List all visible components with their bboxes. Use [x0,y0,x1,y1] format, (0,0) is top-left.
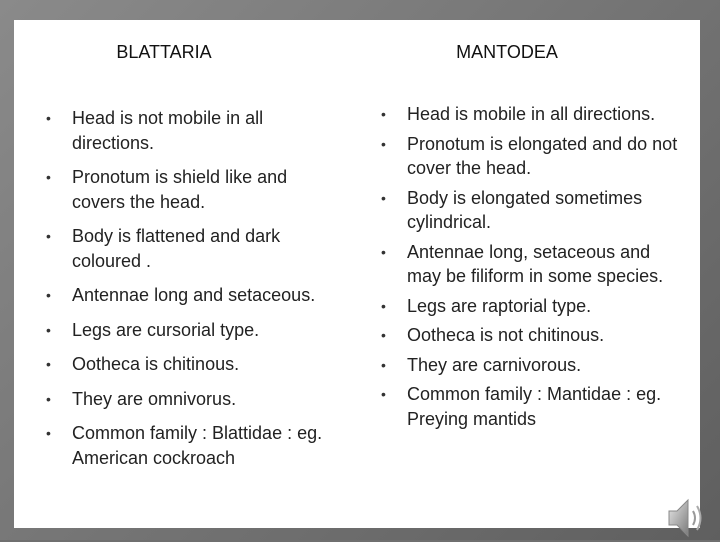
bullet-icon: • [381,327,386,343]
list-item-text: Ootheca is chitinous. [72,354,240,374]
list-item-text: Head is mobile in all directions. [407,104,656,124]
blattaria-list [34,106,344,480]
list-item [369,323,689,348]
bullet-icon: • [381,189,386,206]
list-item [34,283,344,308]
slide [14,20,700,528]
bullet-icon: • [46,287,51,303]
list-item [369,382,689,431]
list-item-text: Body is elongated sometimes cylindrical. [407,187,643,232]
list-item [369,294,689,319]
list-item-text: Legs are cursorial type. [72,319,260,340]
bullet-icon: • [381,106,386,122]
list-item [34,165,344,214]
bullet-icon: • [46,169,51,185]
list-item-text: Antennae long and setaceous. [72,285,316,305]
list-item-text: Body is flattened and dark coloured . [72,226,281,271]
list-item-text: They are carnivorous. [407,354,582,375]
bullet-icon: • [46,110,51,126]
mantodea-list [369,102,689,436]
bullet-icon: • [46,390,51,407]
list-item-text: Pronotum is elongated and do not cover the head. [407,133,678,178]
list-item [34,224,344,273]
bullet-icon: • [46,228,51,244]
list-item [369,132,689,181]
list-item-text: Pronotum is shield like and covers the head. [72,167,288,212]
bullet-icon: • [46,321,51,338]
list-item-text: They are omnivorus. [72,388,237,409]
list-item-text: Antennae long, setaceous and may be filiform in some species. [407,241,664,286]
list-item [34,421,344,470]
bullet-icon: • [381,243,386,260]
bullet-icon: • [46,425,51,441]
list-item-text: Common family : Blattidae : eg. American cockroach [72,423,323,468]
mantodea-heading: MANTODEA [456,42,558,62]
blattaria-heading: BLATTARIA [116,42,212,62]
bullet-icon: • [46,356,51,372]
bullet-icon: • [381,297,386,314]
bullet-icon: • [381,135,386,152]
list-item-text: Head is not mobile in all directions. [72,108,264,153]
list-item-text: Common family : Mantidae : eg. Preying mantids [407,384,662,429]
list-item-text: Legs are raptorial type. [407,295,592,316]
bullet-icon: • [381,356,386,373]
list-item [369,186,689,235]
list-item [369,353,689,378]
list-item [34,352,344,377]
list-item [34,106,344,155]
list-item [369,240,689,289]
list-item [369,102,689,127]
list-item-text: Ootheca is not chitinous. [407,325,605,345]
list-item [34,387,344,412]
speaker-icon[interactable] [666,494,706,542]
list-item [34,318,344,343]
bullet-icon: • [381,386,386,402]
